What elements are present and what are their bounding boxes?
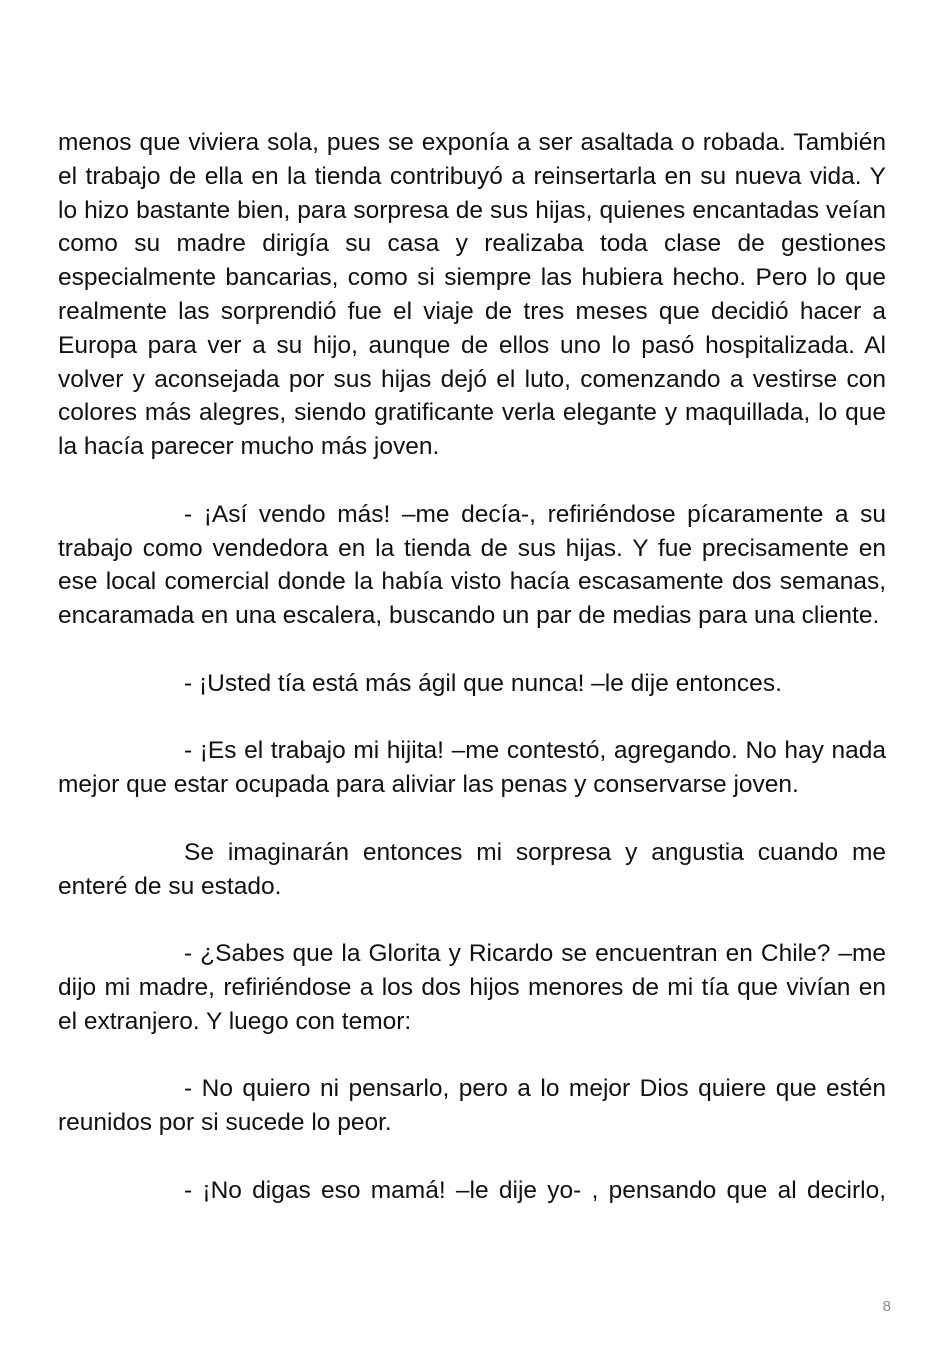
paragraph-4: - ¡Es el trabajo mi hijita! –me contestó, agregando. No hay nada mejor que estar ocupada para aliviar las penas y conservarse joven. bbox=[58, 737, 886, 799]
paragraph-2: - ¡Así vendo más! –me decía-, refiriéndose pícaramente a su trabajo como vendedora en la tienda de sus hijas. Y fue precisamente en ese local comercial donde la había visto hacía escasamente dos semanas, encaramada en una escalera, buscando un par de medias para una cliente. bbox=[58, 500, 886, 630]
page-number: 8 bbox=[882, 1298, 891, 1315]
paragraph-6: - ¿Sabes que la Glorita y Ricardo se encuentran en Chile? –me dijo mi madre, refiriéndose a los dos hijos menores de mi tía que vivían en el extranjero. Y luego con temor: bbox=[58, 940, 886, 1035]
paragraph-3: - ¡Usted tía está más ágil que nunca! –le dije entonces. bbox=[184, 669, 782, 697]
paragraph-7: - No quiero ni pensarlo, pero a lo mejor Dios quiere que estén reunidos por si sucede lo peor. bbox=[58, 1075, 886, 1137]
document-body bbox=[58, 126, 886, 1208]
paragraph-5: Se imaginarán entonces mi sorpresa y angustia cuando me enteré de su estado. bbox=[58, 838, 886, 900]
paragraph-8: - ¡No digas eso mamá! –le dije yo- , pensando que al decirlo, bbox=[184, 1176, 886, 1204]
paragraph-1: menos que viviera sola, pues se exponía a ser asaltada o robada. También el trabajo de ella en la tienda contribuyó a reinsertarla en su nueva vida. Y lo hizo bastante bien, para sorpresa de sus hijas, quienes encantadas veían como su madre dirigía su casa y realizaba toda clase de gestiones especialmente bancarias, como si siempre las hubiera hecho. Pero lo que realmente las sorprendió fue el viaje de tres meses que decidió hacer a Europa para ver a su hijo, aunque de ellos uno lo pasó hospitalizada. Al volver y aconsejada por sus hijas dejó el luto, comenzando a vestirse con colores más alegres, siendo gratificante verla elegante y maquillada, lo que la hacía parecer mucho más joven. bbox=[58, 129, 886, 461]
